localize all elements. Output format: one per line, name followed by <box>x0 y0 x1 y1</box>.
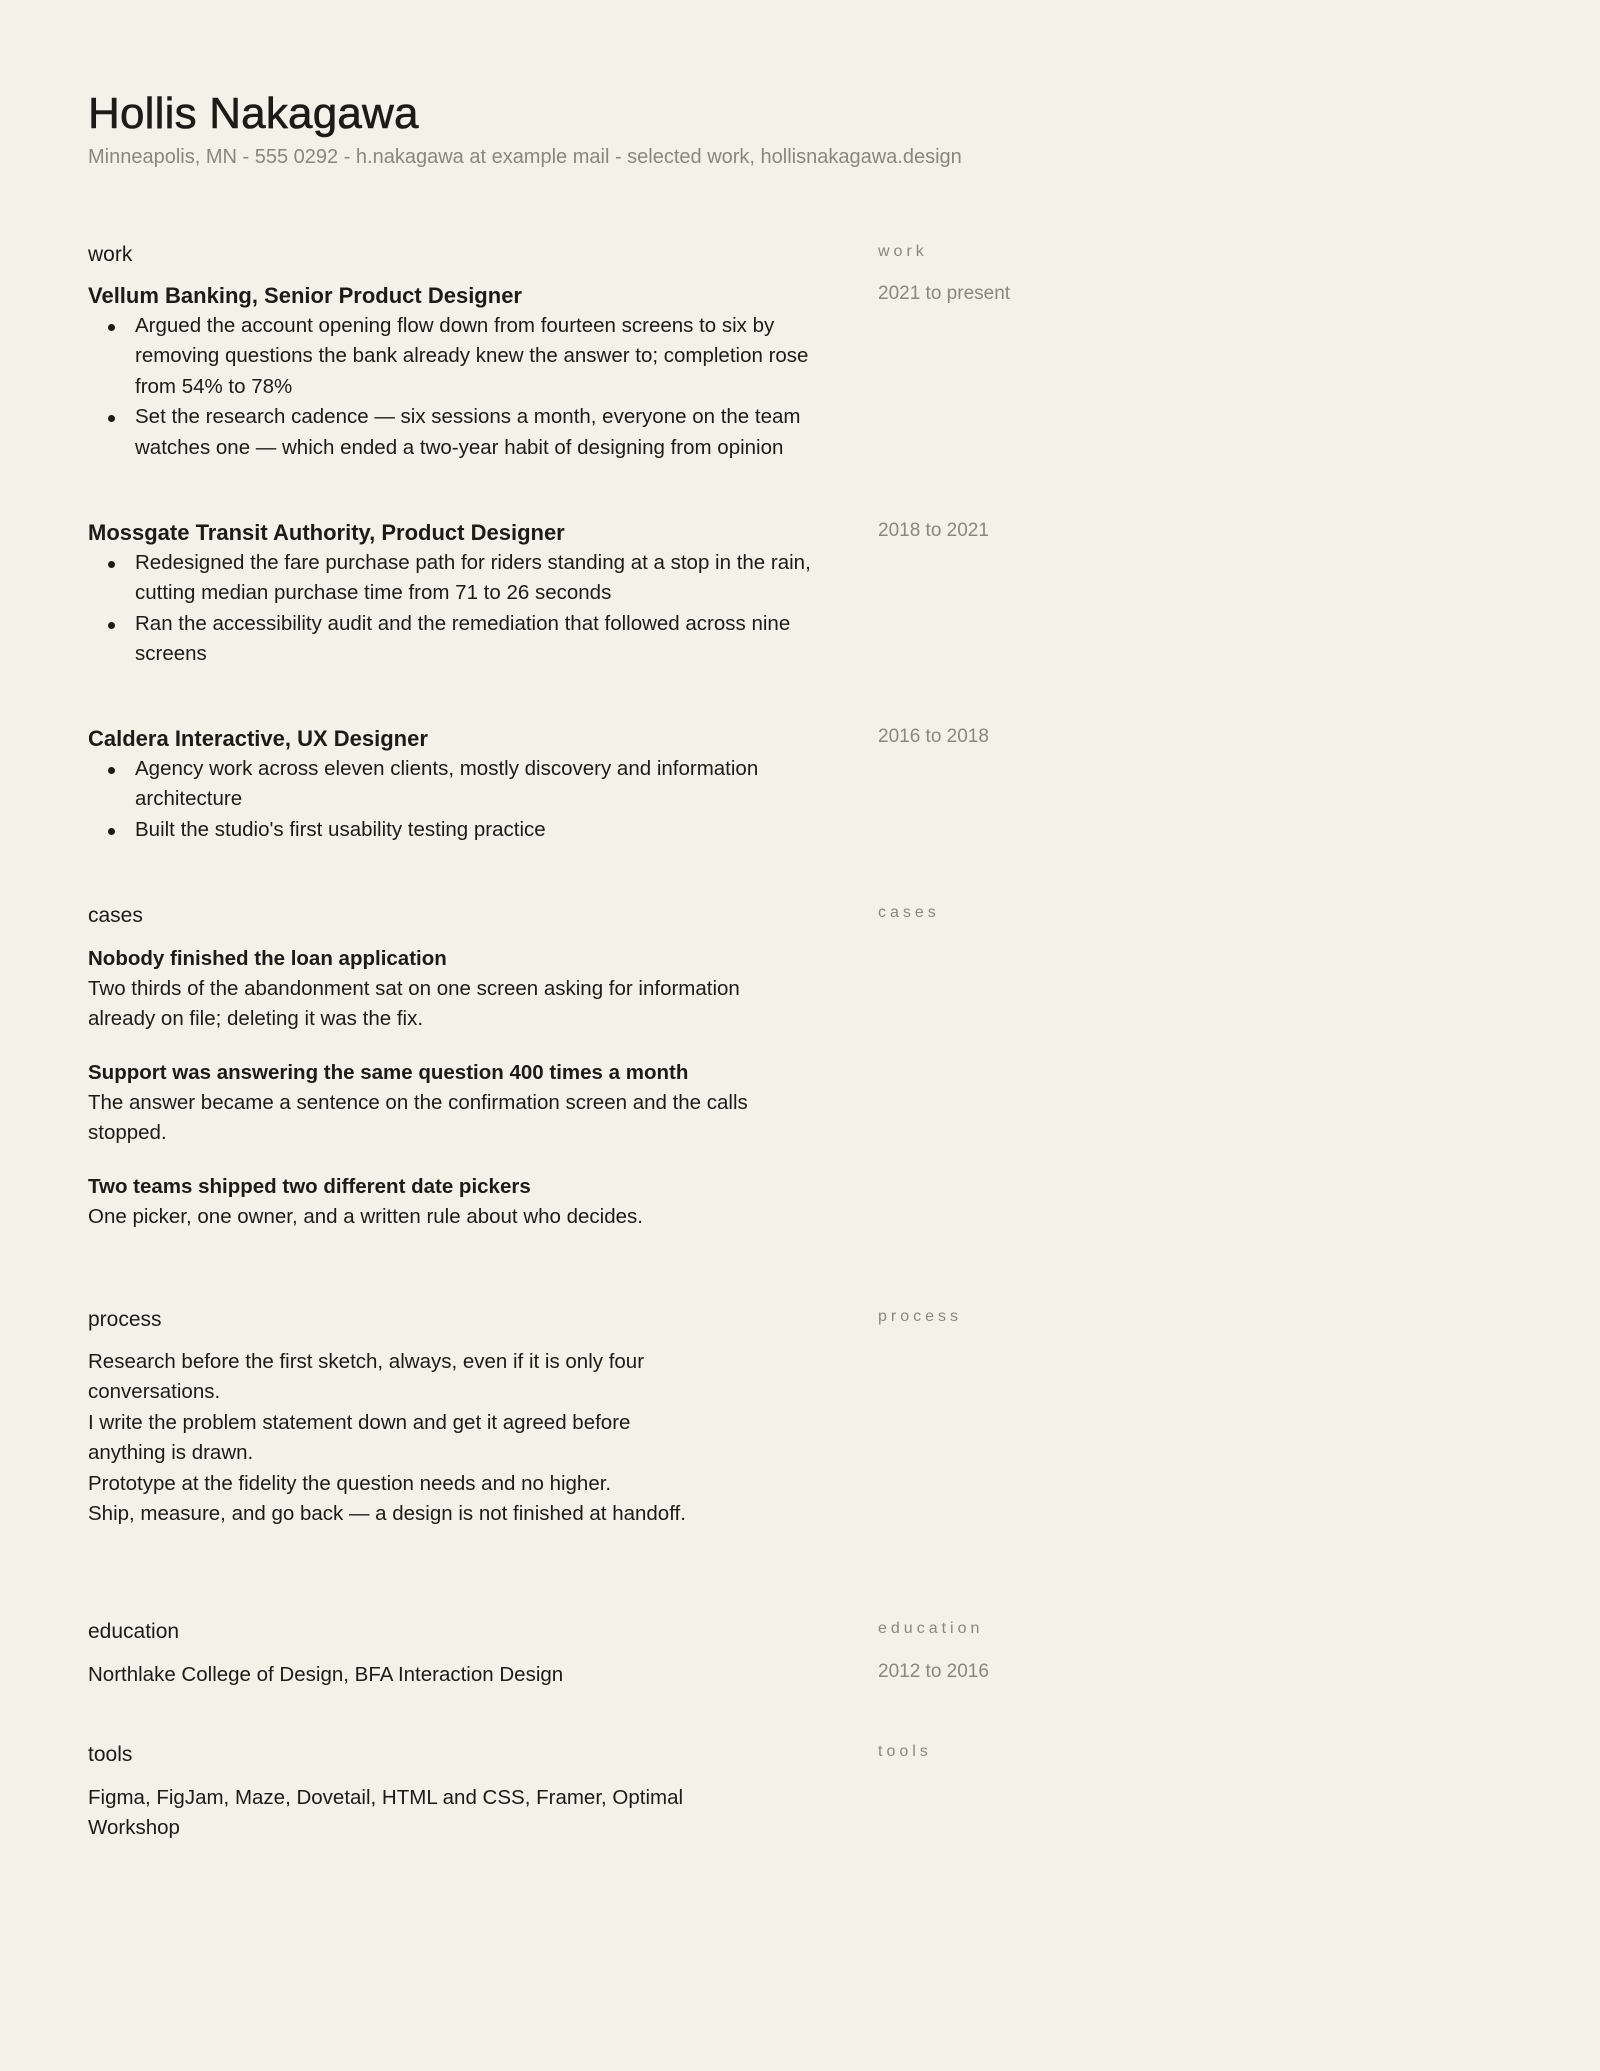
case-body: One picker, one owner, and a written rule about who decides. <box>88 1205 643 1228</box>
job-bullet: Set the research cadence — six sessions a month, everyone on the team watches one — which ended a two-year habit of designing from opinion <box>135 402 835 463</box>
process-line: Research before the first sketch, always, even if it is only four conversations. <box>88 1350 645 1404</box>
case-entry <box>88 1058 768 1149</box>
job-title: Caldera Interactive, UX Designer <box>88 726 428 751</box>
case-title: Nobody finished the loan application <box>88 947 447 970</box>
job-title: Mossgate Transit Authority, Product Designer <box>88 520 565 545</box>
side-label-education: education <box>878 1620 984 1637</box>
candidate-name: Hollis Nakagawa <box>88 89 419 138</box>
process-line: I write the problem statement down and get it agreed before anything is drawn. <box>88 1410 631 1465</box>
case-body: The answer became a sentence on the confirmation screen and the calls stopped. <box>88 1091 748 1145</box>
job-bullets <box>88 754 808 845</box>
job-bullet: Redesigned the fare purchase path for riders standing at a stop in the rain, cutting median purchase time from 71 to 26 seconds <box>135 548 835 609</box>
job-bullets <box>88 548 811 670</box>
case-body: Two thirds of the abandonment sat on one screen asking for information already on file; deleting it was the fix. <box>88 977 740 1031</box>
side-label-work: work <box>878 243 928 260</box>
section-title-cases: cases <box>88 904 143 927</box>
section-title-education: education <box>88 1620 180 1643</box>
contact-line: Minneapolis, MN - 555 0292 - h.nakagawa at example mail - selected work, hollisnakagawa.design <box>88 146 962 168</box>
section-title-tools: tools <box>88 1743 133 1766</box>
education-entry: Northlake College of Design, BFA Interaction Design <box>88 1663 564 1686</box>
side-label-cases: cases <box>878 904 940 921</box>
tools-list: Figma, FigJam, Maze, Dovetail, HTML and CSS, Framer, Optimal Workshop <box>88 1786 684 1840</box>
side-label-process: process <box>878 1308 963 1325</box>
case-entry <box>88 944 768 1035</box>
case-title: Two teams shipped two different date pickers <box>88 1175 531 1198</box>
job-dates: 2016 to 2018 <box>878 726 989 747</box>
case-title: Support was answering the same question 400 times a month <box>88 1061 689 1084</box>
job-entry <box>88 724 808 845</box>
case-entry <box>88 1172 768 1232</box>
job-dates: 2018 to 2021 <box>878 520 989 541</box>
job-bullet: Agency work across eleven clients, mostly discovery and information architecture <box>135 754 835 815</box>
section-title-process: process <box>88 1308 162 1331</box>
job-entry <box>88 281 808 463</box>
process-line: Prototype at the fidelity the question needs and no higher. <box>88 1471 612 1495</box>
side-label-tools: tools <box>878 1743 932 1760</box>
section-title-work: work <box>88 243 133 266</box>
job-bullet: Argued the account opening flow down from fourteen screens to six by removing questions the bank already knew the answer to; completion rose from 54% to 78% <box>135 311 835 402</box>
job-bullet: Ran the accessibility audit and the remediation that followed across nine screens <box>135 609 835 670</box>
process-line: Ship, measure, and go back — a design is not finished at handoff. <box>88 1502 686 1526</box>
job-dates: 2021 to present <box>878 283 1011 304</box>
job-title: Vellum Banking, Senior Product Designer <box>88 283 522 308</box>
education-dates: 2012 to 2016 <box>878 1661 989 1682</box>
job-bullets <box>88 311 808 463</box>
job-entry <box>88 518 811 670</box>
process-text <box>88 1347 708 1529</box>
job-bullet: Built the studio's first usability testing practice <box>135 815 835 845</box>
